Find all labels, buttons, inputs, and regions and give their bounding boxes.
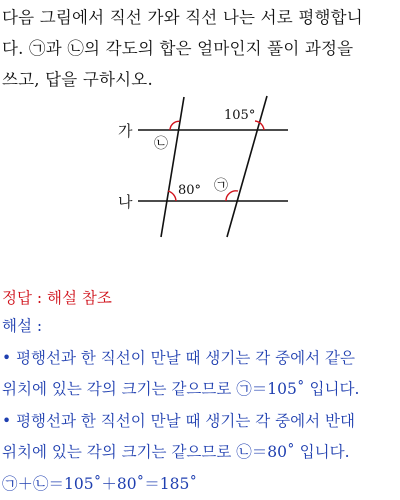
figure-svg (110, 93, 295, 243)
explanation-line-2: 위치에 있는 각의 크기는 같으므로 ㉠＝105˚ 입니다. (2, 374, 400, 406)
explanation-line-3: • 평행선과 한 직선이 만날 때 생기는 각 중에서 반대 (2, 406, 400, 438)
explanation-line-1: • 평행선과 한 직선이 만날 때 생기는 각 중에서 같은 (2, 343, 400, 375)
mark-b: ㉡ (154, 136, 168, 152)
label-ga: 가 (118, 122, 133, 140)
transversal-left (161, 97, 184, 237)
angle-arc-80 (168, 191, 176, 201)
explanation-heading: 해설 : (2, 311, 400, 343)
angle-arc-105 (255, 121, 264, 130)
answer-line: 정답 : 해설 참조 (2, 283, 398, 314)
label-na: 나 (118, 193, 133, 211)
explanation-block (2, 311, 400, 500)
explanation-line-4: 위치에 있는 각의 크기는 같으므로 ㉡＝80˚ 입니다. (2, 437, 400, 469)
question-line-1: 다음 그림에서 직선 가와 직선 나는 서로 평행합니 (2, 2, 398, 33)
angle-label-80: 80° (178, 183, 201, 198)
question-line-2: 다. ㉠과 ㉡의 각도의 합은 얼마인지 풀이 과정을 (2, 33, 398, 64)
question-text (2, 2, 398, 95)
explanation-line-5: ㉠＋㉡＝105˚＋80˚＝185˚ (2, 469, 400, 500)
parallel-lines-figure (110, 93, 295, 243)
angle-label-105: 105° (224, 108, 255, 123)
question-line-3: 쓰고, 답을 구하시오. (2, 64, 398, 95)
mark-a: ㉠ (214, 178, 228, 194)
